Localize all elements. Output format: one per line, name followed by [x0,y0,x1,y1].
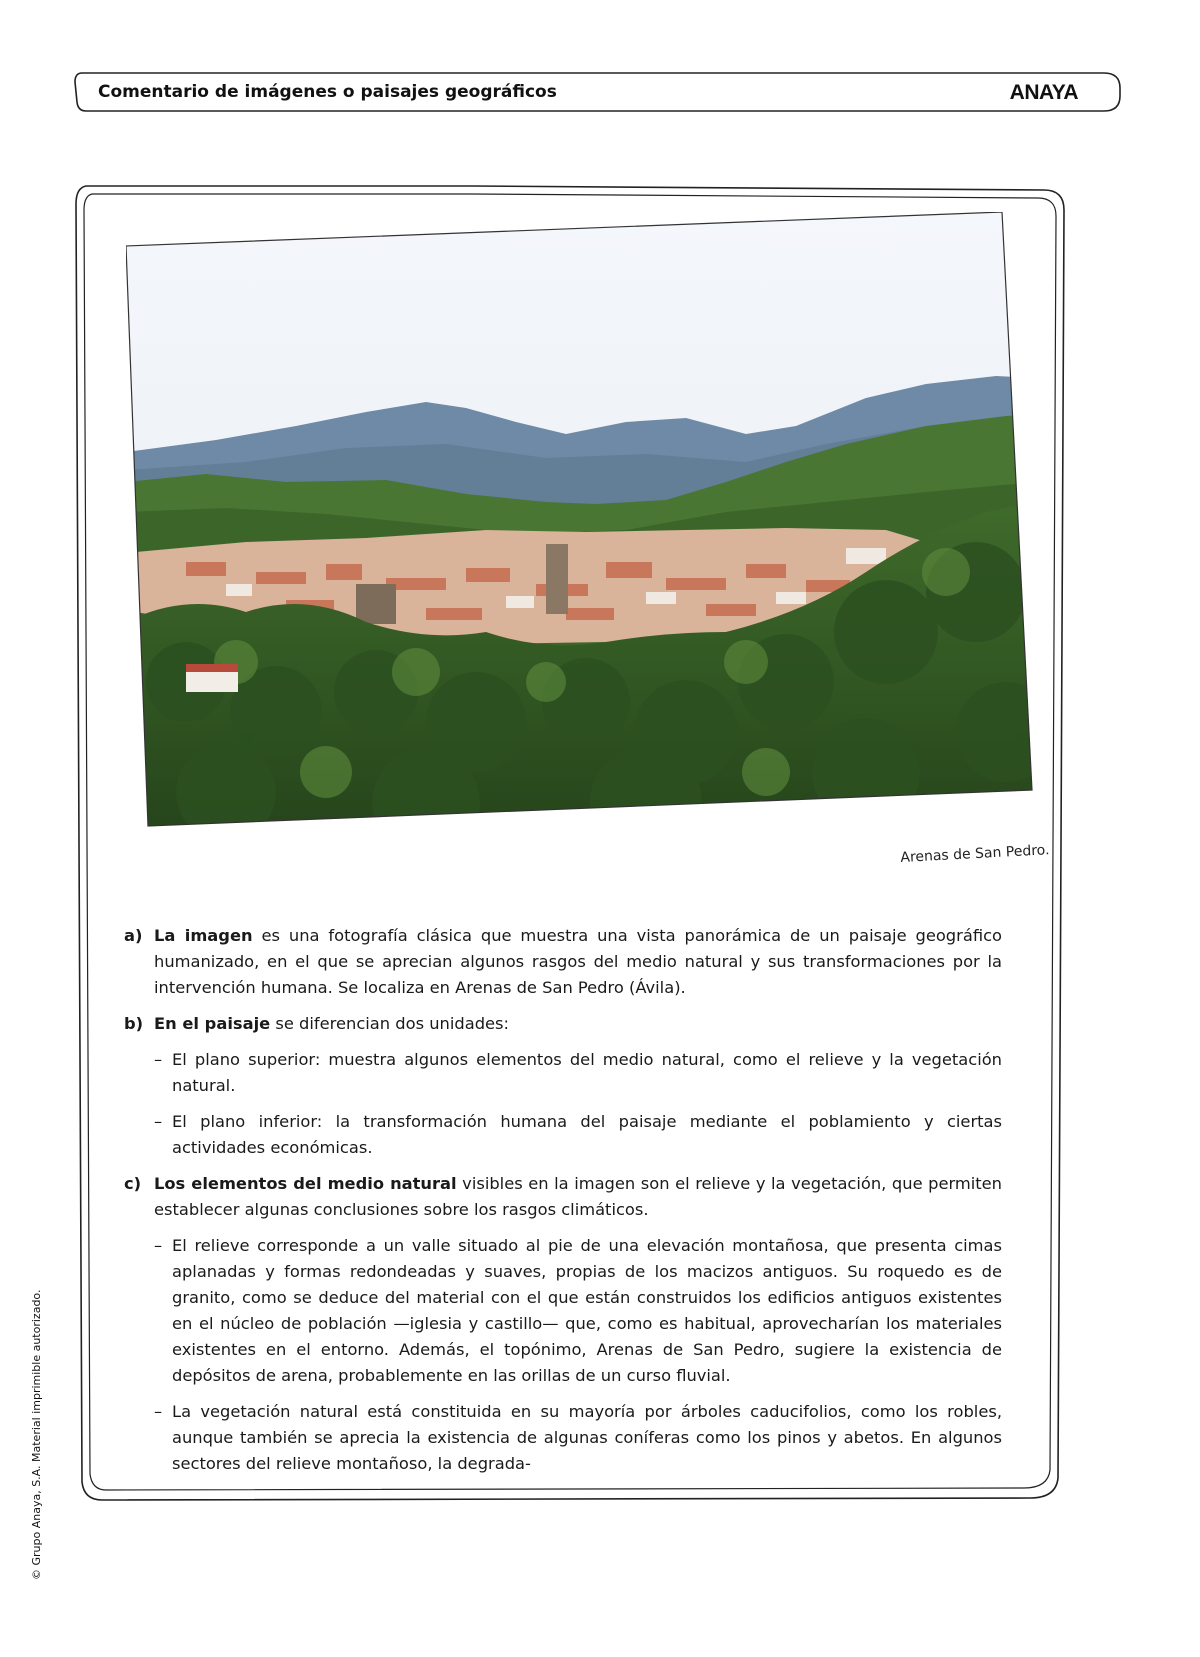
section-c-item [124,1399,1002,1477]
section-c-item-text: El relieve corresponde a un valle situado al pie de una elevación montañosa, que presenta cimas aplanadas y formas redondeadas y suaves, propias de los macizos antiguos. Su roquedo es de granito, como se deduce del material con el que están construidos los edificios antiguos existentes en el núcleo de población —iglesia y castillo— que, como es habitual, aprovecharían los materiales existentes en el entorno. Además, el topónimo, Arenas de San Pedro, sugiere la existencia de depósitos de arena, probablemente en las orillas de un curso fluvial. [172,1236,1002,1385]
section-b-label: b) [124,1014,144,1033]
section-c-bold: Los elementos del medio natural [154,1174,457,1193]
bullet-dash: – [154,1236,163,1255]
section-b-bold: En el paisaje [154,1014,271,1033]
header-title: Comentario de imágenes o paisajes geográficos [98,82,557,102]
landscape-photo [126,212,1064,857]
section-b-item-text: El plano superior: muestra algunos elementos del medio natural, como el relieve y la vegetación natural. [172,1050,1002,1095]
section-b-item-text: El plano inferior: la transformación humana del paisaje mediante el poblamiento y ciertas actividades económicas. [172,1112,1002,1157]
section-c [124,1171,1002,1223]
section-a-bold: La imagen [154,926,253,945]
section-b-text: se diferencian dos unidades: [270,1014,510,1033]
bullet-dash: – [154,1112,163,1131]
copyright-notice: © Grupo Anaya, S.A. Material imprimible autorizado. [30,1289,43,1580]
anaya-logo: ANAYA [1009,81,1078,104]
page-header [74,72,1124,112]
section-c-item-text: La vegetación natural está constituida en su mayoría por árboles caducifolios, como los robles, aunque también se aprecia la existencia de algunas coníferas como los pinos y abetos. En algunos sectores del relieve montañoso, la degrada- [172,1402,1002,1473]
section-c-text: visibles en la imagen son el relieve y la vegetación, que permiten establecer algunas conclusiones sobre los rasgos climáticos. [154,1174,1002,1219]
section-a [124,923,1002,1001]
bullet-dash: – [154,1402,163,1421]
section-b-item [124,1109,1002,1161]
section-a-text: es una fotografía clásica que muestra una vista panorámica de un paisaje geográfico humanizado, en el que se aprecian algunos rasgos del medio natural y sus transformaciones por la intervención humana. Se localiza en Arenas de San Pedro (Ávila). [154,926,1002,997]
commentary-text [124,923,1002,1487]
section-b [124,1011,1002,1037]
section-b-item [124,1047,1002,1099]
section-c-item [124,1233,1002,1389]
bullet-dash: – [154,1050,163,1069]
section-c-label: c) [124,1174,142,1193]
photo-svg [126,212,1064,857]
section-a-label: a) [124,926,143,945]
photo-caption: Arenas de San Pedro. [900,842,1050,866]
